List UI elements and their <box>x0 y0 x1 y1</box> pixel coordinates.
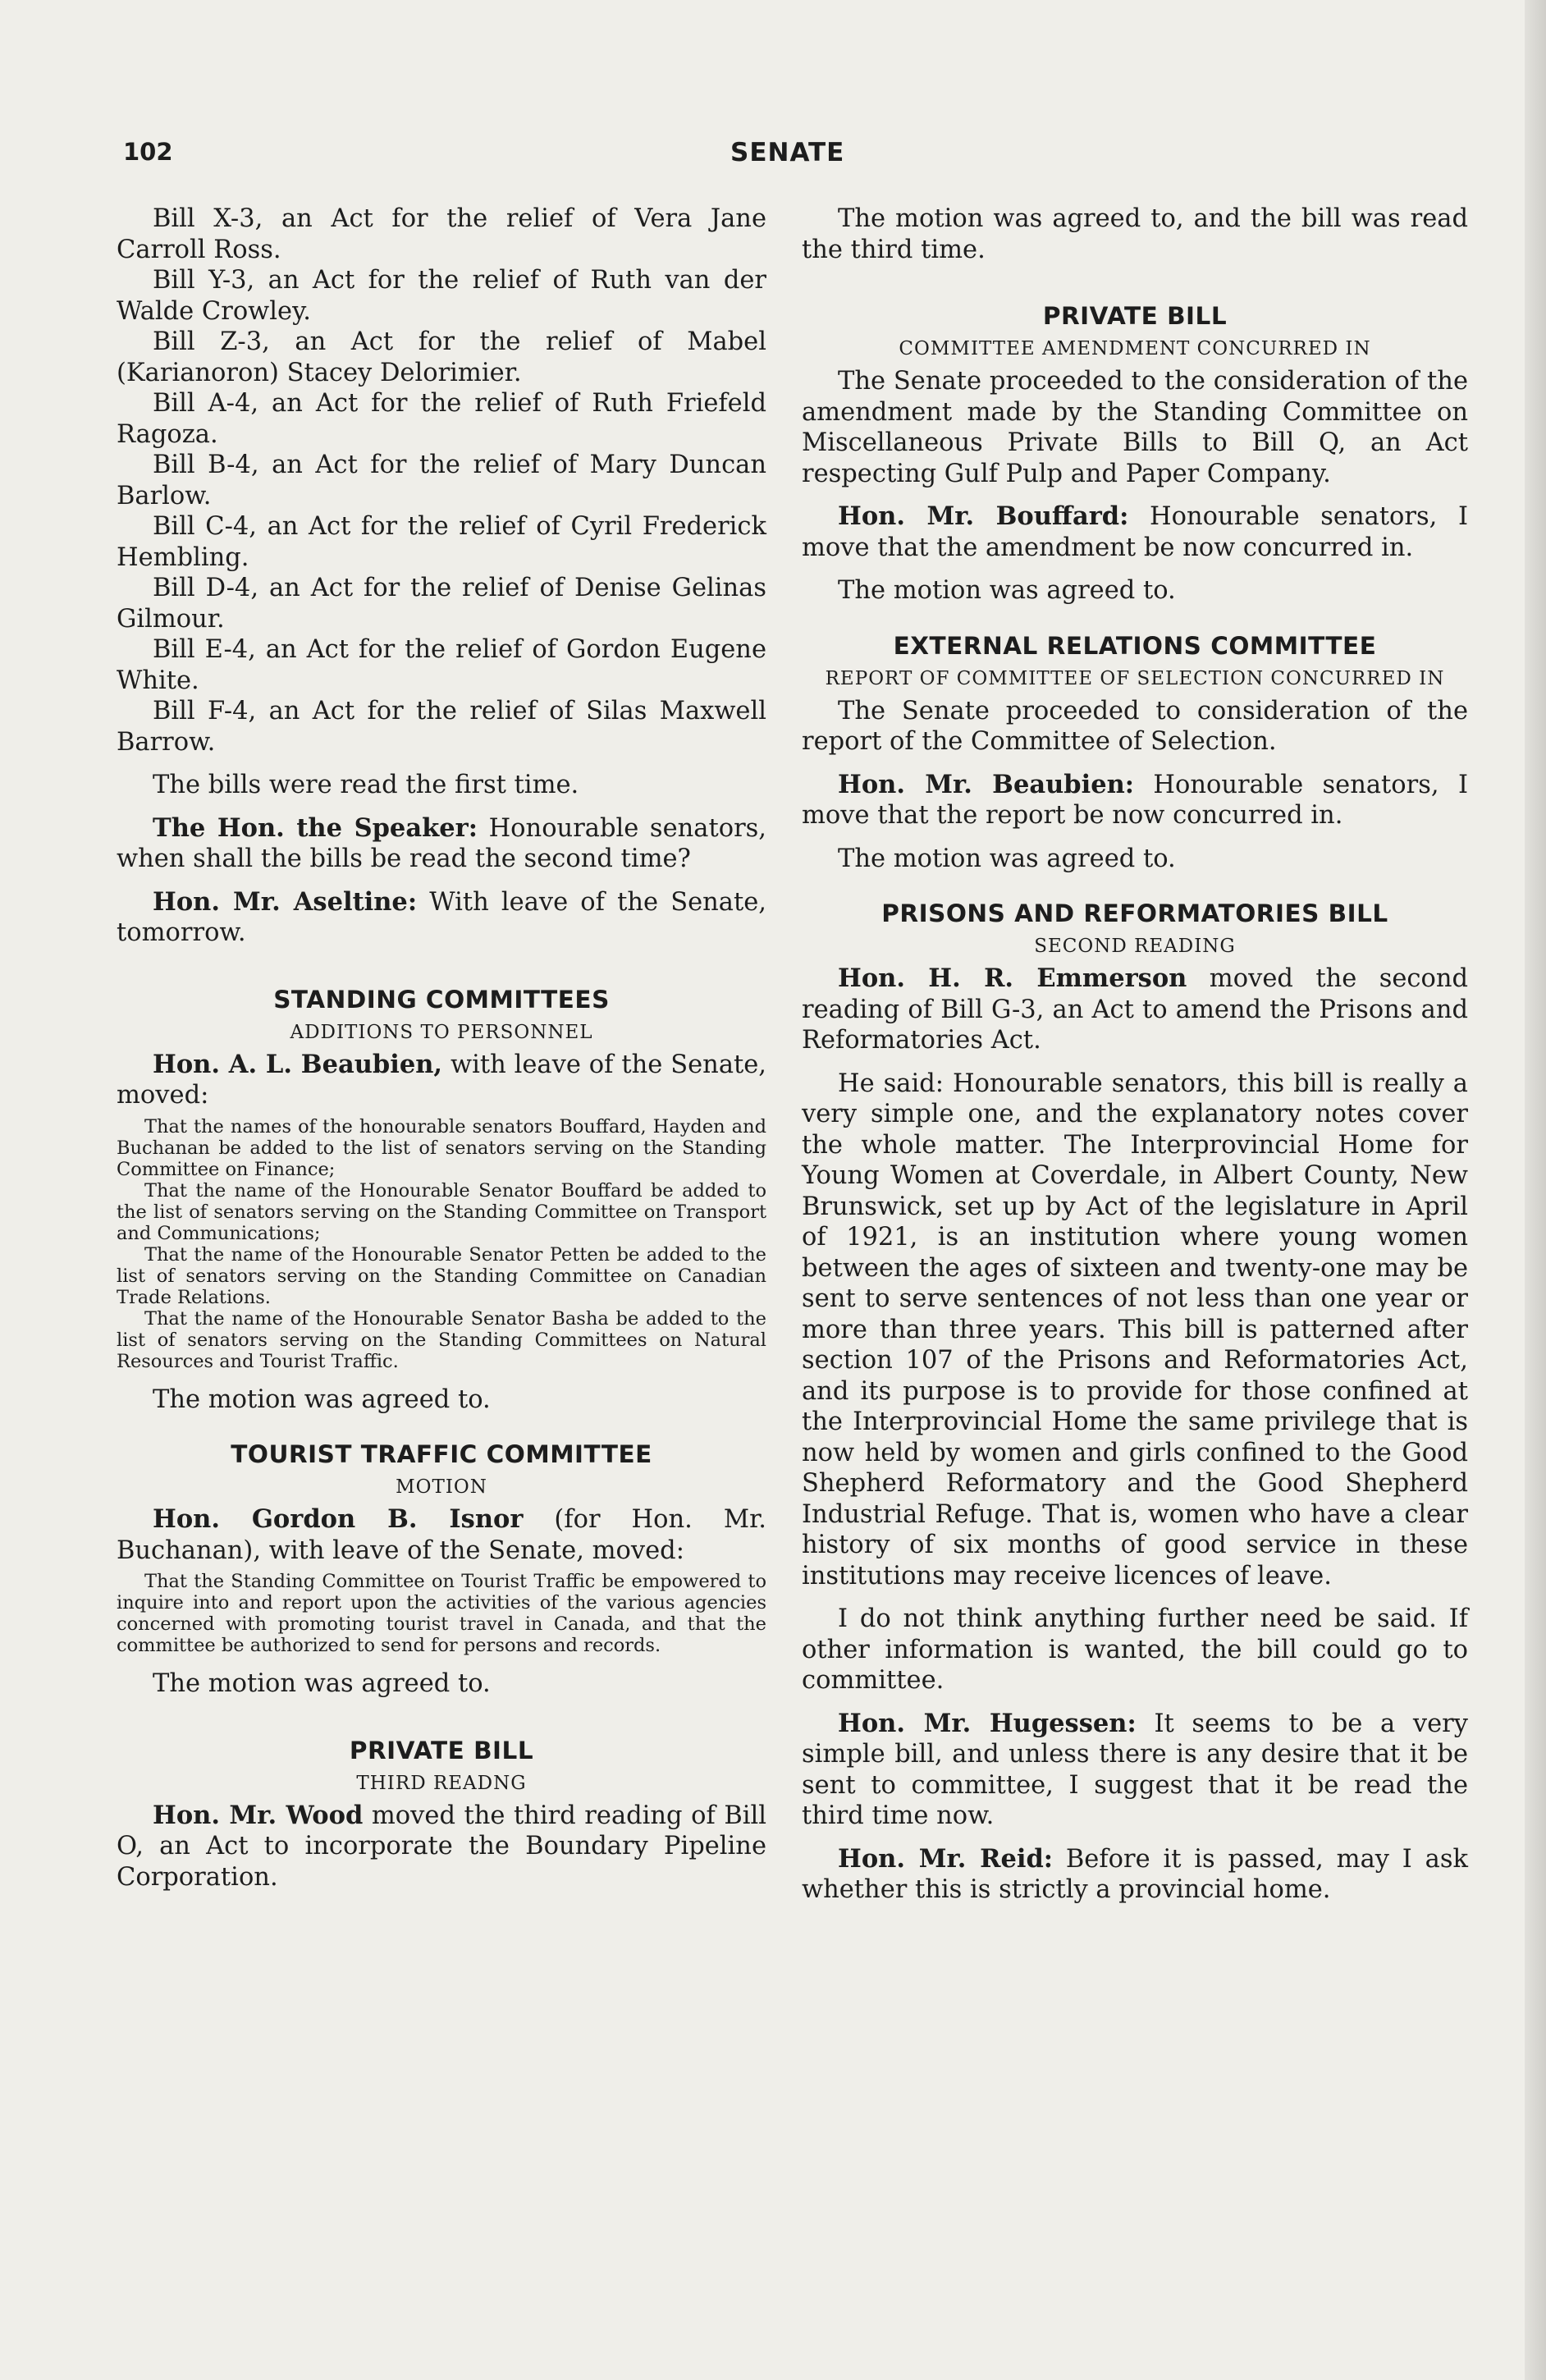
section-heading-private-bill: PRIVATE BILL <box>349 1736 534 1764</box>
first-reading-note: The bills were read the first time. <box>153 771 579 799</box>
motion-agreed: The motion was agreed to. <box>838 576 1176 605</box>
speech-text: with leave of the Senate, moved: <box>117 1050 766 1110</box>
bill-entry: Bill Z-3, an Act for the relief of Mabel (Karianoron) Stacey Delorimier. <box>117 327 766 387</box>
page-spine <box>1525 0 1546 2380</box>
motion-agreed: The motion was agreed to. <box>838 844 1176 873</box>
speaker-name: Hon. Mr. Aseltine: <box>153 886 418 917</box>
section-subheading: SECOND READING <box>1034 936 1236 957</box>
left-column <box>117 204 766 1893</box>
aseltine-reply <box>117 887 766 949</box>
speaker-name: Hon. Gordon B. Isnor <box>153 1504 524 1534</box>
speaker-name: Hon. H. R. Emmerson <box>838 963 1187 993</box>
speech-text: Before it is passed, may I ask whether this is strictly a provincial home. <box>802 1844 1469 1904</box>
bill-entry: Bill B-4, an Act for the relief of Mary Duncan Barlow. <box>117 451 766 510</box>
page-header <box>123 138 1469 174</box>
emmerson-motion <box>802 963 1468 1056</box>
motion-text: That the name of the Honourable Senator Bouffard be added to the list of senators serving on the Standing Committee on Transport and Communications; <box>117 1179 766 1244</box>
proceeding-text: The Senate proceeded to consideration of the report of the Committee of Selection. <box>802 696 1468 756</box>
section-heading-standing-committees: STANDING COMMITTEES <box>273 985 610 1014</box>
speaker-name: Hon. Mr. Bouffard: <box>838 501 1129 531</box>
motion-text: That the Standing Committee on Tourist Traffic be empowered to inquire into and report upon the activities of the various agencies concerned with promoting tourist travel in Canada, and that the committee be authorized to send for persons and records. <box>117 1571 766 1656</box>
bill-entry: Bill X-3, an Act for the relief of Vera Jane Carroll Ross. <box>117 204 766 264</box>
speaker-name: Hon. A. L. Beaubien, <box>153 1049 443 1079</box>
section-subheading: ADDITIONS TO PERSONNEL <box>290 1021 593 1043</box>
speaker-question <box>117 813 766 875</box>
right-column <box>802 204 1468 1906</box>
proceeding-text: The Senate proceeded to the consideration of the amendment made by the Standing Committee on Miscellaneous Private Bills to Bill Q, an Act respecting Gulf Pulp and Paper Company. <box>802 367 1468 488</box>
running-head: SENATE <box>730 138 845 167</box>
bill-entry: Bill Y-3, an Act for the relief of Ruth van der Walde Crowley. <box>117 266 766 326</box>
speech-text: moved the third reading of Bill O, an Act to incorporate the Boundary Pipeline Corporation. <box>117 1801 766 1892</box>
bill-entry: Bill C-4, an Act for the relief of Cyril Frederick Hembling. <box>117 512 766 572</box>
hugessen-remark <box>802 1709 1468 1832</box>
motion-agreed: The motion was agreed to. <box>153 1385 491 1414</box>
speech-text: Honourable senators, when shall the bills be read the second time? <box>117 813 766 873</box>
section-heading-private-bill: PRIVATE BILL <box>1042 302 1228 330</box>
emmerson-conclusion: I do not think anything further need be said. If other information is wanted, the bill could go to committee. <box>802 1604 1468 1695</box>
bill-entry: Bill A-4, an Act for the relief of Ruth Friefeld Ragoza. <box>117 389 766 449</box>
beaubien-motion <box>802 770 1468 831</box>
section-heading-external-relations: EXTERNAL RELATIONS COMMITTEE <box>893 631 1377 660</box>
emmerson-speech: He said: Honourable senators, this bill is really a very simple one, and the explanatory notes cover the whole matter. The Interprovincial Home for Young Women at Coverdale, in Albert County, New Brunswick, set up by Act of the legislature in April of 1921, is an institution where young women between the ages of sixteen and twenty-one may be sent to serve sentences of not less than one year or more than three years. This bill is patterned after section 107 of the Prisons and Reformatories Act, and its purpose is to provide for those confined at the Interprovincial Home the same privilege that is now held by women and girls confined to the Good Shepherd Reformatory and the Good Shepherd Industrial Refuge. That is, women who have a clear history of six months of good service in these institutions may receive licences of leave. <box>802 1069 1468 1590</box>
reid-question <box>802 1844 1468 1906</box>
speech-text: (for Hon. Mr. Buchanan), with leave of the Senate, moved: <box>117 1505 766 1565</box>
speech-text: It seems to be a very simple bill, and unless there is any desire that it be sent to committee, I suggest that it be read the third time now. <box>802 1709 1468 1830</box>
speech-text: With leave of the Senate, tomorrow. <box>117 887 766 947</box>
speaker-name: Hon. Mr. Wood <box>153 1800 364 1830</box>
page-number: 102 <box>123 138 173 166</box>
bill-entry: Bill F-4, an Act for the relief of Silas Maxwell Barrow. <box>117 697 766 757</box>
motion-text: That the name of the Honourable Senator Petten be added to the list of senators serving on the Standing Committee on Canadian Trade Relations. <box>117 1243 766 1308</box>
bouffard-motion <box>802 501 1468 563</box>
third-reading-agreed: The motion was agreed to, and the bill was read the third time. <box>802 204 1468 264</box>
section-subheading: REPORT OF COMMITTEE OF SELECTION CONCURRED IN <box>825 667 1445 689</box>
speaker-name: Hon. Mr. Reid: <box>838 1843 1054 1874</box>
wood-motion <box>117 1801 766 1893</box>
section-heading-prisons-bill: PRISONS AND REFORMATORIES BILL <box>881 899 1388 927</box>
speaker-name: The Hon. the Speaker: <box>153 812 478 843</box>
speaker-name: Hon. Mr. Beaubien: <box>838 769 1135 799</box>
section-heading-tourist-traffic: TOURIST TRAFFIC COMMITTEE <box>231 1440 652 1468</box>
speaker-name: Hon. Mr. Hugessen: <box>838 1708 1137 1738</box>
bill-entry: Bill D-4, an Act for the relief of Denise Gelinas Gilmour. <box>117 574 766 634</box>
section-subheading: COMMITTEE AMENDMENT CONCURRED IN <box>899 338 1371 359</box>
speech-text: moved the second reading of Bill G-3, an Act to amend the Prisons and Reformatories Act. <box>802 964 1469 1055</box>
speech-text: Honourable senators, I move that the amendment be now concurred in. <box>802 502 1468 562</box>
section-subheading: MOTION <box>396 1476 487 1498</box>
section-subheading: THIRD READNG <box>356 1772 527 1794</box>
motion-intro <box>117 1504 766 1566</box>
motion-agreed: The motion was agreed to. <box>153 1669 491 1698</box>
motion-text: That the names of the honourable senators Bouffard, Hayden and Buchanan be added to the list of senators serving on the Standing Committee on Finance; <box>117 1115 766 1180</box>
motion-intro <box>117 1050 766 1111</box>
bill-entry: Bill E-4, an Act for the relief of Gordon Eugene White. <box>117 635 766 695</box>
speech-text: Honourable senators, I move that the report be now concurred in. <box>802 770 1468 830</box>
motion-text: That the name of the Honourable Senator Basha be added to the list of senators serving on the Standing Committees on Natural Resources and Tourist Traffic. <box>117 1307 766 1372</box>
